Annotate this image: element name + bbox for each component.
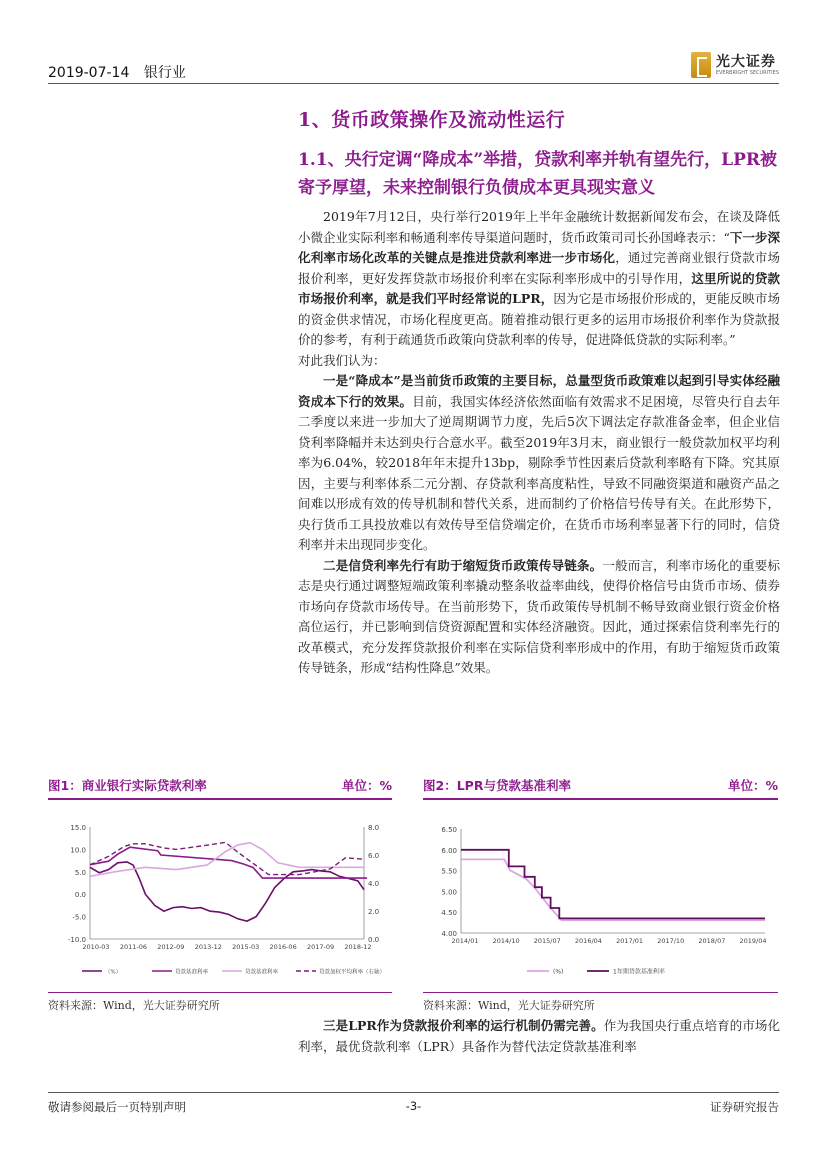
chart-1-y-right-tick: 8.0: [368, 824, 380, 832]
paragraph-point-1: 一是“降成本”是当前货币政策的主要目标，总量型货币政策难以起到引导实体经融资成本下行的效果。目前，我国实体经济依然面临有效需求不足困境，尽管央行自去年二季度以来进一步加大了逆周期调节力度，先后5次下调法定存款准备金率，但企业信贷利率降幅并未达到央行合意水平。截至2019年3月末，商业银行一般贷款加权平均利率为6.04%，较2018年年末提升13bp，剔除季节性因素后贷款利率略有下降。究其原因，主要与利率体系二元分割、存贷款利率高度粘性，导致不同融资渠道和融资产品之间难以形成有效的传导机制和替代关系，进而制约了价格信号传导有关。在此形势下，央行货币工具投放难以有效传导至信贷端定价，在货币市场利率显著下行的同时，信贷利率并未出现同步变化。: [298, 373, 780, 552]
chart-2-series-line-1: [461, 850, 765, 919]
chart-2-series-line-0: [461, 859, 765, 920]
chart-1-y-right-tick: 0.0: [368, 936, 380, 944]
chart-1-y-left-tick: 0.0: [74, 891, 86, 900]
figure-1-chart: [52, 813, 392, 983]
paragraph-quote: 2019年7月12日，央行举行2019年上半年金融统计数据新闻发布会，在谈及降低小微企业实际利率和畅通利率传导渠道问题时，货币政策司司长孙国峰表示：“下一步深化利率市场化改革的关键点是推进贷款利率进一步市场化，通过完善商业银行贷款市场报价利率，更好发挥贷款市场报价利率在实际利率形成中的引导作用，这里所说的贷款市场报价利率，就是我们平时经常说的LPR，因为它是市场报价形成的，更能反映市场的资金供求情况，市场化程度更高。随着推动银行更多的运用市场报价利率作为贷款报价的参考，有利于疏通货币政策向贷款利率的传导，促进降低贷款的实际利率。”: [298, 209, 780, 347]
body-column: [298, 207, 780, 679]
chart-2-y-tick: 4.00: [441, 930, 457, 938]
industry-label: 银行业: [143, 65, 186, 81]
chart-2-x-tick: 2014/01: [451, 937, 479, 945]
chart-1-y-right-tick: 4.0: [368, 880, 380, 888]
chart-2-y-tick: 6.50: [441, 826, 457, 834]
paragraph-point-2: 二是信贷利率先行有助于缩短货币政策传导链条。一般而言，利率市场化的重要标志是央行通过调整短端政策利率撬动整条收益率曲线，使得价格信号由货币市场、债券市场向存贷款市场传导。在当前形势下，货币政策传导机制不畅导致商业银行资金价格高位运行，并已影响到信贷资源配置和实体经济融资。因此，通过探索信贷利率先行的改革模式，充分发挥贷款报价利率在实际信贷利率形成中的作用，有助于缩短货币政策传导链条，形成“结构性降息”效果。: [298, 557, 780, 675]
chart-1-x-tick: 2012-09: [157, 943, 185, 951]
subsection-heading: 1.1、央行定调“降成本”举措，贷款利率并轨有望先行，LPR被寄予厚望，未来控制银行负债成本更具现实意义: [298, 150, 777, 198]
chart-1-x-tick: 2018-12: [344, 943, 372, 951]
figure-2-source: 资料来源：Wind，光大证券研究所: [423, 992, 778, 1013]
chart-2-x-tick: 2014/10: [492, 937, 520, 945]
logo-name-en: EVERBRIGHT SECURITIES: [715, 69, 779, 76]
section-heading: 1、货币政策操作及流动性运行: [298, 109, 566, 131]
chart-2-y-tick: 5.00: [441, 888, 457, 897]
chart-1-x-tick: 2016-06: [269, 943, 297, 951]
everbright-logo: [691, 52, 779, 78]
chart-2-y-tick: 6.00: [441, 846, 457, 855]
chart-1-x-tick: 2013-12: [194, 943, 222, 951]
figure-1-source: 资料来源：Wind，光大证券研究所: [48, 992, 392, 1013]
report-date: 2019-07-14: [48, 65, 130, 81]
page-header: [48, 48, 779, 84]
chart-2-x-tick: 2015/07: [533, 937, 561, 945]
chart-2-legend-label: 1年期贷款基准利率: [613, 968, 665, 976]
figure-1-unit: 单位：%: [341, 778, 392, 793]
chart-2-y-tick: 5.50: [441, 867, 457, 876]
chart-1-legend-label: 贷款基准利率: [245, 969, 279, 976]
chart-2-x-tick: 2017/10: [657, 937, 685, 945]
chart-2-legend-label: (%): [553, 968, 564, 976]
chart-1-legend-label: 贷款加权平均利率（右轴）: [319, 969, 386, 976]
body-column-bottom: [298, 1016, 780, 1057]
chart-2-x-tick: 2019/04: [739, 937, 767, 945]
chart-2-x-tick: 2016/04: [574, 937, 602, 945]
chart-2-x-tick: 2017/01: [616, 937, 644, 945]
chart-1-legend-label: （%）: [105, 969, 122, 976]
header-meta: [48, 62, 196, 82]
chart-1-x-tick: 2017-09: [306, 943, 335, 951]
chart-1-series-line-1: [90, 847, 367, 878]
chart-1-legend-label: 贷款基准利率: [175, 969, 209, 976]
chart-1-y-left-tick: 15.0: [70, 824, 86, 832]
chart-1-y-left-tick: -5.0: [72, 913, 86, 922]
chart-1-x-tick: 2011-06: [119, 943, 148, 951]
logo-name-cn: 光大证券: [715, 53, 776, 70]
chart-2-y-tick: 4.50: [441, 909, 457, 918]
paragraph-point-3: 三是LPR作为贷款报价利率的运行机制仍需完善。作为我国央行重点培育的市场化利率，最优贷款利率（LPR）具备作为替代法定贷款基准利率: [298, 1018, 780, 1054]
figure-2-title: 图2：LPR与贷款基准利率 单位：%: [423, 776, 778, 800]
chart-1-y-left-tick: 5.0: [74, 868, 86, 877]
disclaimer-note: 敬请参阅最后一页特别声明: [48, 1100, 186, 1114]
chart-2-x-tick: 2018/07: [698, 937, 726, 945]
chart-1-x-tick: 2015-03: [232, 943, 260, 951]
figure-2-unit: 单位：%: [727, 778, 778, 793]
chart-1-x-tick: 2010-03: [82, 943, 110, 951]
chart-1-y-left-tick: 10.0: [70, 846, 86, 855]
chart-1-y-right-tick: 6.0: [368, 852, 380, 860]
page-number: -3-: [405, 1099, 422, 1113]
figure-1-title: 图1：商业银行实际贷款利率 单位：%: [48, 776, 392, 800]
figure-2-chart: [425, 813, 777, 983]
chart-1-y-right-tick: 2.0: [368, 908, 380, 916]
logo-mark-icon: [691, 52, 711, 78]
page-footer: [48, 1092, 779, 1114]
paragraph-intro: 对此我们认为：: [298, 352, 386, 368]
chart-1-y-left-tick: -10.0: [67, 936, 86, 944]
report-type: 证券研究报告: [710, 1100, 779, 1114]
